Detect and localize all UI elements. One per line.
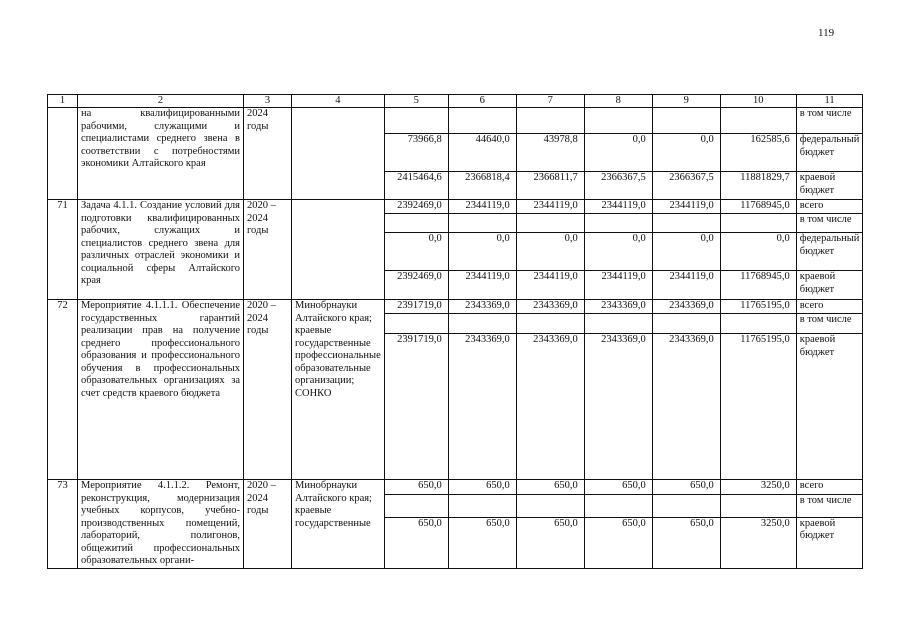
amount-cell: 2343369,0 — [584, 300, 652, 314]
executor — [292, 200, 385, 300]
amount-cell: 3250,0 — [720, 480, 796, 495]
amount-cell — [448, 214, 516, 233]
table-row — [48, 480, 863, 495]
amount-cell: 650,0 — [516, 517, 584, 568]
funding-source: краевой бюджет — [796, 172, 863, 200]
col-header: 11 — [796, 95, 863, 108]
amount-cell: 2392469,0 — [384, 271, 448, 300]
amount-cell: 162585,6 — [720, 134, 796, 172]
task-71-block — [48, 200, 863, 300]
amount-cell: 3250,0 — [720, 517, 796, 568]
row-number: 71 — [48, 200, 78, 300]
amount-cell: 2415464,6 — [384, 172, 448, 200]
amount-cell — [384, 214, 448, 233]
table-row — [48, 108, 863, 134]
col-header: 3 — [244, 95, 292, 108]
amount-cell: 2343369,0 — [516, 334, 584, 480]
amount-cell: 650,0 — [448, 480, 516, 495]
funding-source: всего — [796, 300, 863, 314]
amount-cell: 2344119,0 — [652, 200, 720, 214]
col-header: 9 — [652, 95, 720, 108]
amount-cell: 650,0 — [384, 480, 448, 495]
funding-source: всего — [796, 480, 863, 495]
amount-cell: 650,0 — [652, 517, 720, 568]
amount-cell: 650,0 — [652, 480, 720, 495]
program-funding-table — [47, 94, 863, 569]
amount-cell: 650,0 — [516, 480, 584, 495]
amount-cell: 0,0 — [584, 233, 652, 271]
executor — [292, 108, 385, 200]
col-header: 8 — [584, 95, 652, 108]
amount-cell — [384, 314, 448, 334]
amount-cell: 2344119,0 — [516, 200, 584, 214]
col-header: 2 — [78, 95, 244, 108]
amount-cell: 2344119,0 — [652, 271, 720, 300]
amount-cell: 2344119,0 — [448, 271, 516, 300]
amount-cell: 2343369,0 — [448, 300, 516, 314]
amount-cell: 11768945,0 — [720, 271, 796, 300]
amount-cell — [720, 495, 796, 517]
amount-cell: 11765195,0 — [720, 300, 796, 314]
amount-cell: 44640,0 — [448, 134, 516, 172]
amount-cell: 11768945,0 — [720, 200, 796, 214]
activity-name: Мероприятие 4.1.1.1. Обеспечение государственных гарантий реализации прав на получение среднего профессионального образования и профессионального обучения в профессиональных образовательных организациях за счет средств краевого бюджета — [78, 300, 244, 480]
amount-cell: 2344119,0 — [448, 200, 516, 214]
amount-cell: 2392469,0 — [384, 200, 448, 214]
funding-source: краевой бюджет — [796, 517, 863, 568]
amount-cell: 2344119,0 — [516, 271, 584, 300]
amount-cell: 650,0 — [584, 517, 652, 568]
amount-cell: 43978,8 — [516, 134, 584, 172]
amount-cell: 0,0 — [652, 134, 720, 172]
funding-source: в том числе — [796, 108, 863, 134]
funding-source: в том числе — [796, 495, 863, 517]
amount-cell: 0,0 — [384, 233, 448, 271]
amount-cell: 73966,8 — [384, 134, 448, 172]
row-number: 73 — [48, 480, 78, 569]
table-header-row — [48, 95, 863, 108]
amount-cell: 650,0 — [384, 517, 448, 568]
col-header: 7 — [516, 95, 584, 108]
amount-cell — [516, 214, 584, 233]
amount-cell: 2343369,0 — [516, 300, 584, 314]
col-header: 5 — [384, 95, 448, 108]
funding-source: федеральный бюджет — [796, 134, 863, 172]
amount-cell: 0,0 — [516, 233, 584, 271]
amount-cell — [652, 495, 720, 517]
period: 2020 – 2024 годы — [244, 480, 292, 569]
amount-cell — [448, 108, 516, 134]
amount-cell: 2343369,0 — [652, 334, 720, 480]
amount-cell: 0,0 — [584, 134, 652, 172]
row-number — [48, 108, 78, 200]
amount-cell — [384, 108, 448, 134]
amount-cell: 0,0 — [448, 233, 516, 271]
funding-source: всего — [796, 200, 863, 214]
funding-source: краевой бюджет — [796, 334, 863, 480]
amount-cell — [516, 108, 584, 134]
amount-cell: 650,0 — [448, 517, 516, 568]
amount-cell: 2366367,5 — [652, 172, 720, 200]
amount-cell: 2391719,0 — [384, 334, 448, 480]
amount-cell — [516, 495, 584, 517]
amount-cell: 2391719,0 — [384, 300, 448, 314]
funding-source: федеральный бюджет — [796, 233, 863, 271]
amount-cell: 2366367,5 — [584, 172, 652, 200]
amount-cell: 0,0 — [720, 233, 796, 271]
funding-source: в том числе — [796, 214, 863, 233]
intro-block — [48, 108, 863, 200]
amount-cell: 2343369,0 — [652, 300, 720, 314]
amount-cell: 2344119,0 — [584, 200, 652, 214]
amount-cell — [584, 108, 652, 134]
amount-cell — [584, 214, 652, 233]
amount-cell — [448, 495, 516, 517]
col-header: 6 — [448, 95, 516, 108]
table-row — [48, 300, 863, 314]
amount-cell — [584, 314, 652, 334]
amount-cell — [448, 314, 516, 334]
amount-cell: 2366811,7 — [516, 172, 584, 200]
period: 2020 – 2024 годы — [244, 300, 292, 480]
row-number: 72 — [48, 300, 78, 480]
amount-cell: 2343369,0 — [584, 334, 652, 480]
amount-cell: 2344119,0 — [584, 271, 652, 300]
amount-cell: 2343369,0 — [448, 334, 516, 480]
amount-cell — [584, 495, 652, 517]
col-header: 4 — [292, 95, 385, 108]
amount-cell — [516, 314, 584, 334]
table-row — [48, 200, 863, 214]
executor: Минобрнауки Алтайского края; краевые государственные — [292, 480, 385, 569]
activity-name: на квалифицированными рабочими, служащими и специалистами среднего звена в соответствии с потребностями экономики Алтайского края — [78, 108, 244, 200]
funding-source: краевой бюджет — [796, 271, 863, 300]
amount-cell — [720, 214, 796, 233]
executor: Минобрнауки Алтайского края; краевые государственные профессиональные образовательные организации; СОНКО — [292, 300, 385, 480]
amount-cell: 11881829,7 — [720, 172, 796, 200]
col-header: 10 — [720, 95, 796, 108]
amount-cell — [652, 214, 720, 233]
col-header: 1 — [48, 95, 78, 108]
funding-source: в том числе — [796, 314, 863, 334]
amount-cell — [652, 314, 720, 334]
amount-cell — [720, 108, 796, 134]
amount-cell — [720, 314, 796, 334]
page-number: 119 — [818, 27, 835, 39]
amount-cell: 0,0 — [652, 233, 720, 271]
activity-name: Задача 4.1.1. Создание условий для подготовки квалифицированных рабочих, служащих и специалистов среднего звена для различных отраслей экономики и социальной сферы Алтайского края — [78, 200, 244, 300]
amount-cell — [652, 108, 720, 134]
measure-72-block — [48, 300, 863, 480]
amount-cell: 11765195,0 — [720, 334, 796, 480]
amount-cell: 650,0 — [584, 480, 652, 495]
period: 2020 – 2024 годы — [244, 200, 292, 300]
activity-name: Мероприятие 4.1.1.2. Ремонт, реконструкция, модернизация учебных корпусов, учебно-производственных помещений, лабораторий, полигонов, общежитий профессиональных образовательных органи- — [78, 480, 244, 569]
amount-cell: 2366818,4 — [448, 172, 516, 200]
measure-73-block — [48, 480, 863, 569]
period: 2024 годы — [244, 108, 292, 200]
amount-cell — [384, 495, 448, 517]
